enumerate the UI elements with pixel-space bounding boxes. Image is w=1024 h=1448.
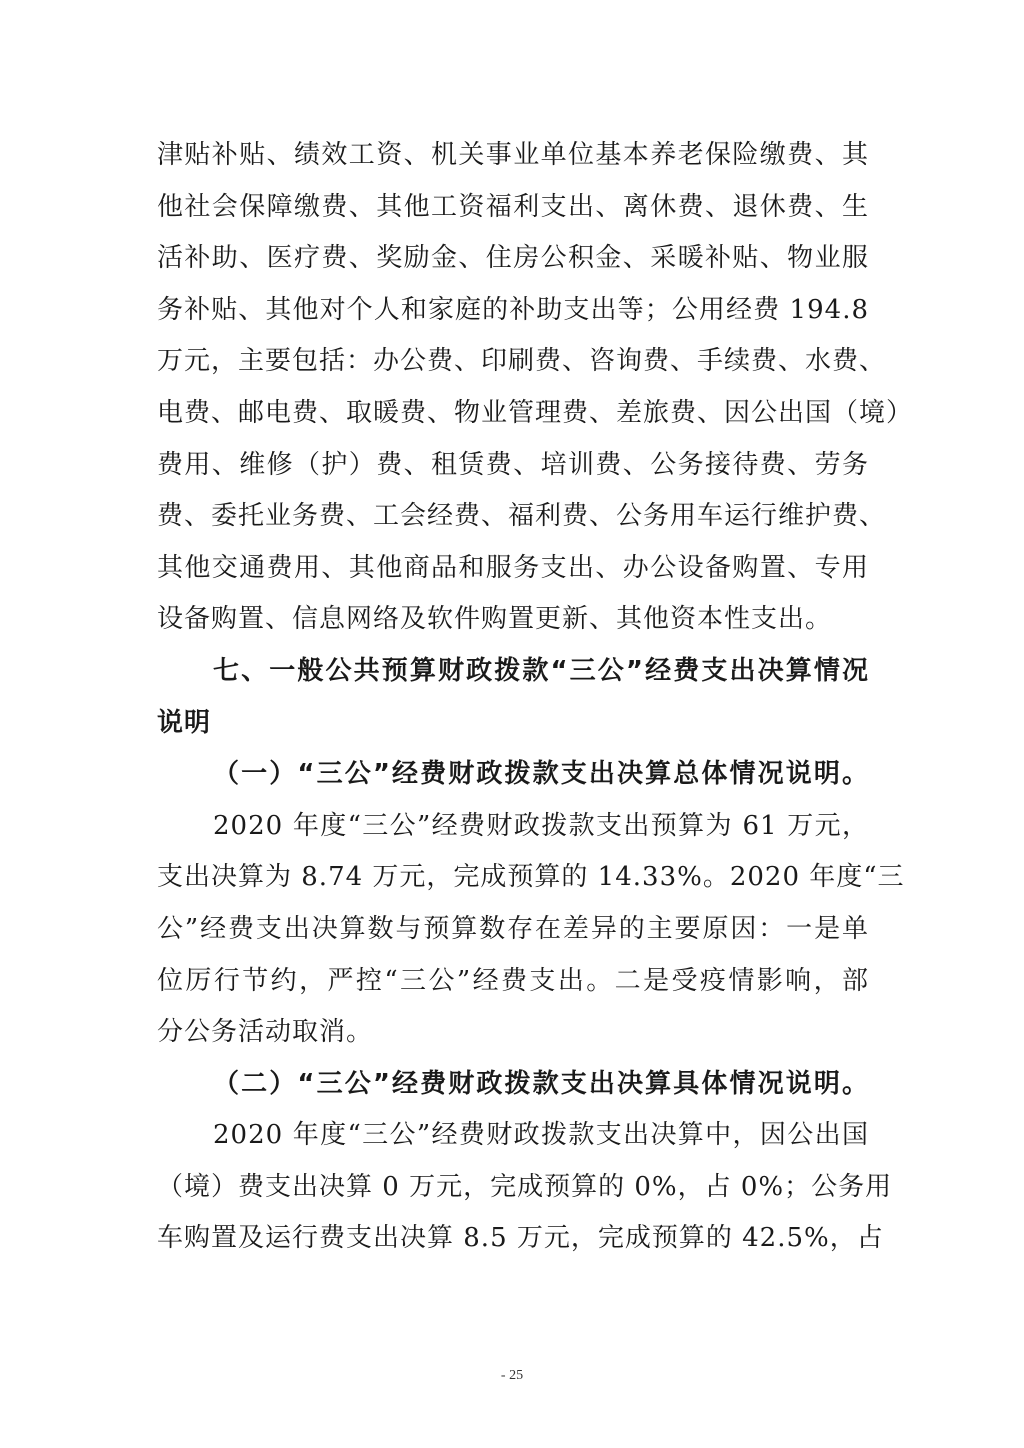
paragraph-line: 车购置及运行费支出决算 8.5 万元，完成预算的 42.5%，占	[157, 1223, 884, 1254]
paragraph-line: 津贴补贴、绩效工资、机关事业单位基本养老保险缴费、其	[157, 140, 869, 170]
paragraph-line: （境）费支出决算 0 万元，完成预算的 0%，占 0%；公务用	[157, 1171, 893, 1202]
paragraph-line: 费用、维修（护）费、租赁费、培训费、公务接待费、劳务	[157, 449, 869, 480]
paragraph-line: 活补助、医疗费、奖励金、住房公积金、采暖补贴、物业服	[157, 243, 869, 274]
document-body	[157, 130, 914, 1265]
paragraph-line: 设备购置、信息网络及软件购置更新、其他资本性支出。	[157, 604, 833, 635]
paragraph-line: 2020 年度“三公”经费财政拨款支出预算为 61 万元，	[213, 810, 869, 841]
paragraph-line: 其他交通费用、其他商品和服务支出、办公设备购置、专用	[157, 552, 869, 583]
paragraph-line: 公”经费支出决算数与预算数存在差异的主要原因：一是单	[157, 913, 869, 944]
paragraph-line: 费、委托业务费、工会经费、福利费、公务用车运行维护费、	[157, 501, 887, 532]
paragraph-line: 位厉行节约，严控“三公”经费支出。二是受疫情影响，部	[157, 965, 869, 996]
paragraph-line: 他社会保障缴费、其他工资福利支出、离休费、退休费、生	[157, 191, 869, 222]
section-heading-line: （一）“三公”经费财政拨款支出决算总体情况说明。	[213, 759, 869, 790]
section-heading-line: （二）“三公”经费财政拨款支出决算具体情况说明。	[213, 1068, 869, 1099]
paragraph-line: 务补贴、其他对个人和家庭的补助支出等；公用经费 194.8	[157, 294, 869, 325]
paragraph-line: 万元，主要包括：办公费、印刷费、咨询费、手续费、水费、	[157, 346, 887, 377]
section-heading-line: 七、一般公共预算财政拨款“三公”经费支出决算情况	[213, 655, 869, 686]
page-number: - 25	[500, 1368, 524, 1383]
paragraph-line: 分公务活动取消。	[157, 1017, 374, 1048]
paragraph-line: 2020 年度“三公”经费财政拨款支出决算中，因公出国	[213, 1120, 869, 1151]
paragraph-line: 支出决算为 8.74 万元，完成预算的 14.33%。2020 年度“三	[157, 862, 905, 893]
section-heading-line: 说明	[157, 707, 212, 738]
paragraph-line: 电费、邮电费、取暖费、物业管理费、差旅费、因公出国（境）	[157, 397, 914, 428]
